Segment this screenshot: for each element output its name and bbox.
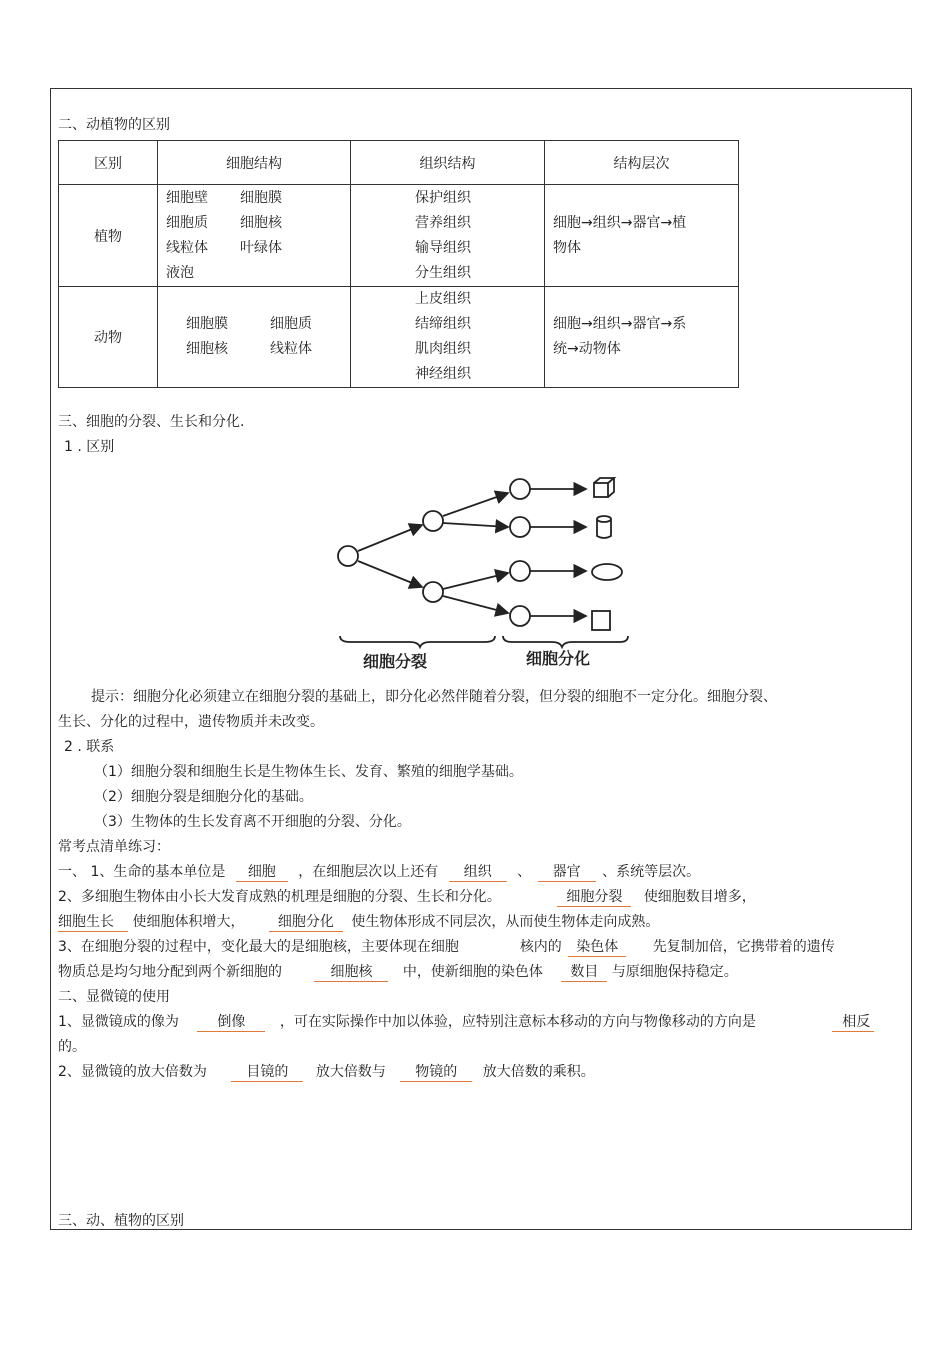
answer-blank: 目镜的	[231, 1064, 303, 1082]
question-text: ，在细胞层次以上还有	[298, 864, 439, 880]
question-text: 1、显微镜成的像为	[58, 1014, 179, 1030]
plant-cell-item: 线粒体	[166, 239, 208, 256]
connection-item: （1）细胞分裂和细胞生长是生物体生长、发育、繁殖的细胞学基础。	[94, 764, 523, 780]
animal-cell-item: 线粒体	[270, 341, 312, 357]
row-label: 动物	[59, 287, 158, 388]
mother-cell	[338, 546, 358, 566]
plant-tissues	[351, 185, 545, 287]
plant-cell-item: 细胞壁	[166, 189, 208, 206]
question-text: 使生物体形成不同层次，从而使生物体走向成熟。	[351, 914, 660, 930]
granddaughter-cell	[510, 561, 530, 581]
question-3-line1	[58, 938, 835, 957]
question-text: 一、 1、生命的基本单位是	[58, 864, 226, 880]
granddaughter-cell	[510, 517, 530, 537]
answer-blank: 细胞生长	[58, 914, 128, 932]
answer-blank: 细胞核	[314, 964, 388, 982]
division-label: 细胞分裂	[363, 652, 428, 671]
differentiation-brace	[503, 636, 628, 647]
question-text: 与原细胞保持稳定。	[611, 964, 738, 980]
animal-levels-line: 统→动物体	[553, 341, 621, 357]
plant-cell-item: 细胞核	[240, 214, 282, 231]
plant-tissue-item: 输导组织	[415, 239, 471, 256]
answer-blank: 细胞	[236, 864, 288, 882]
division-arrow	[443, 523, 508, 527]
question-text: 中，使新细胞的染色体	[402, 964, 543, 980]
section-title-differences: 二、动植物的区别	[58, 117, 170, 133]
animal-cell-item: 细胞质	[270, 316, 312, 332]
cylinder-cell-shape	[597, 516, 611, 538]
header-cell: 细胞结构	[158, 141, 351, 185]
answer-blank: 相反	[832, 1014, 874, 1032]
division-arrow	[358, 525, 422, 551]
daughter-cell	[423, 511, 443, 531]
division-brace	[340, 636, 495, 647]
header-cell: 区别	[59, 141, 158, 185]
tip-line: 提示：细胞分化必须建立在细胞分裂的基础上，即分化必然伴随着分裂，但分裂的细胞不一定分化。细胞分裂、	[91, 689, 777, 705]
header-cell: 结构层次	[545, 141, 739, 185]
plant-cell-structures	[158, 185, 351, 287]
answer-blank: 染色体	[568, 939, 626, 957]
microscope-question-1-end: 的。	[58, 1039, 86, 1055]
animal-cell-item: 细胞核	[186, 341, 228, 357]
answer-blank: 组织	[449, 864, 507, 882]
plant-levels-line: 物体	[553, 239, 581, 256]
question-3-line2	[58, 963, 738, 982]
table-header-row	[59, 141, 739, 185]
connection-item: （3）生物体的生长发育离不开细胞的分裂、分化。	[94, 814, 411, 830]
plant-levels	[545, 185, 739, 287]
section-title-cell-division: 三、细胞的分裂、生长和分化.	[58, 414, 245, 430]
microscope-question-1	[58, 1013, 874, 1032]
bottom-section-title: 三、动、植物的区别	[58, 1213, 184, 1229]
animal-cell-structures	[158, 287, 351, 388]
plant-tissue-item: 分生组织	[415, 264, 471, 281]
microscope-title: 二、显微镜的使用	[58, 989, 170, 1005]
header-cell: 组织结构	[351, 141, 545, 185]
animal-cell-item: 细胞膜	[186, 316, 228, 332]
question-text: 3、在细胞分裂的过程中，变化最大的是细胞核，主要体现在细胞	[58, 939, 459, 955]
plant-cell-item: 叶绿体	[240, 239, 282, 256]
answer-blank: 物镜的	[400, 1064, 472, 1082]
animal-tissue-item: 结缔组织	[415, 316, 471, 332]
plant-levels-line: 细胞→组织→器官→植	[553, 214, 687, 231]
plant-tissue-item: 保护组织	[415, 189, 471, 206]
animal-levels	[545, 287, 739, 388]
division-arrow	[358, 561, 422, 587]
question-text: 物质总是均匀地分配到两个新细胞的	[58, 964, 282, 980]
question-text: 2、多细胞生物体由小长大发育成熟的机理是细胞的分裂、生长和分化。	[58, 889, 501, 905]
plant-cell-item: 液泡	[166, 264, 194, 281]
animal-tissue-item: 上皮组织	[415, 291, 471, 307]
animal-tissues	[351, 287, 545, 388]
animal-tissue-item: 神经组织	[415, 366, 471, 382]
answer-blank: 细胞分化	[269, 914, 343, 932]
answer-blank: 器官	[538, 864, 596, 882]
comparison-table	[58, 140, 739, 388]
question-text: 使细胞体积增大，	[132, 914, 245, 930]
question-2-line2	[58, 913, 659, 932]
subheading-connection: 2 . 联系	[64, 739, 115, 755]
microscope-question-2	[58, 1063, 595, 1082]
tip-line: 生长、分化的过程中，遗传物质并未改变。	[58, 714, 324, 730]
question-text: 放大倍数的乘积。	[482, 1064, 595, 1080]
question-text: 核内的	[519, 939, 562, 955]
answer-blank: 倒像	[197, 1014, 265, 1032]
subheading-difference: 1 . 区别	[64, 439, 115, 455]
table-row-animal	[59, 287, 739, 388]
differentiation-label: 细胞分化	[526, 649, 591, 668]
animal-tissue-item: 肌肉组织	[415, 341, 471, 357]
square-cell-shape	[592, 611, 610, 630]
plant-tissue-item: 营养组织	[415, 214, 471, 231]
granddaughter-cell	[510, 479, 530, 499]
question-2-line1	[58, 888, 756, 907]
cube-cell-shape	[594, 478, 614, 497]
question-text: ，可在实际操作中加以体验，应特别注意标本移动的方向与物像移动的方向是	[279, 1014, 756, 1030]
oval-cell-shape	[592, 564, 622, 580]
animal-levels-line: 细胞→组织→器官→系	[553, 316, 687, 332]
plant-cell-item: 细胞膜	[240, 189, 282, 206]
question-text: 先复制加倍，它携带着的遗传	[652, 939, 835, 955]
connection-item: （2）细胞分裂是细胞分化的基础。	[94, 789, 313, 805]
granddaughter-cell	[510, 606, 530, 626]
question-text: 、	[517, 864, 532, 880]
question-text: 、系统等层次。	[602, 864, 701, 880]
cell-division-diagram	[330, 470, 640, 680]
question-1	[58, 863, 700, 882]
daughter-cell	[423, 582, 443, 602]
division-arrow	[443, 573, 508, 589]
question-text: 使细胞数目增多，	[643, 889, 756, 905]
plant-cell-item: 细胞质	[166, 214, 208, 231]
division-arrow	[443, 596, 508, 613]
question-text: 2、显微镜的放大倍数为	[58, 1064, 207, 1080]
row-label: 植物	[59, 185, 158, 287]
answer-blank: 数目	[561, 964, 607, 982]
table-row-plant	[59, 185, 739, 287]
practice-title: 常考点清单练习：	[58, 839, 170, 855]
answer-blank: 细胞分裂	[557, 889, 631, 907]
division-arrow	[443, 493, 508, 516]
question-text: 放大倍数与	[315, 1064, 386, 1080]
